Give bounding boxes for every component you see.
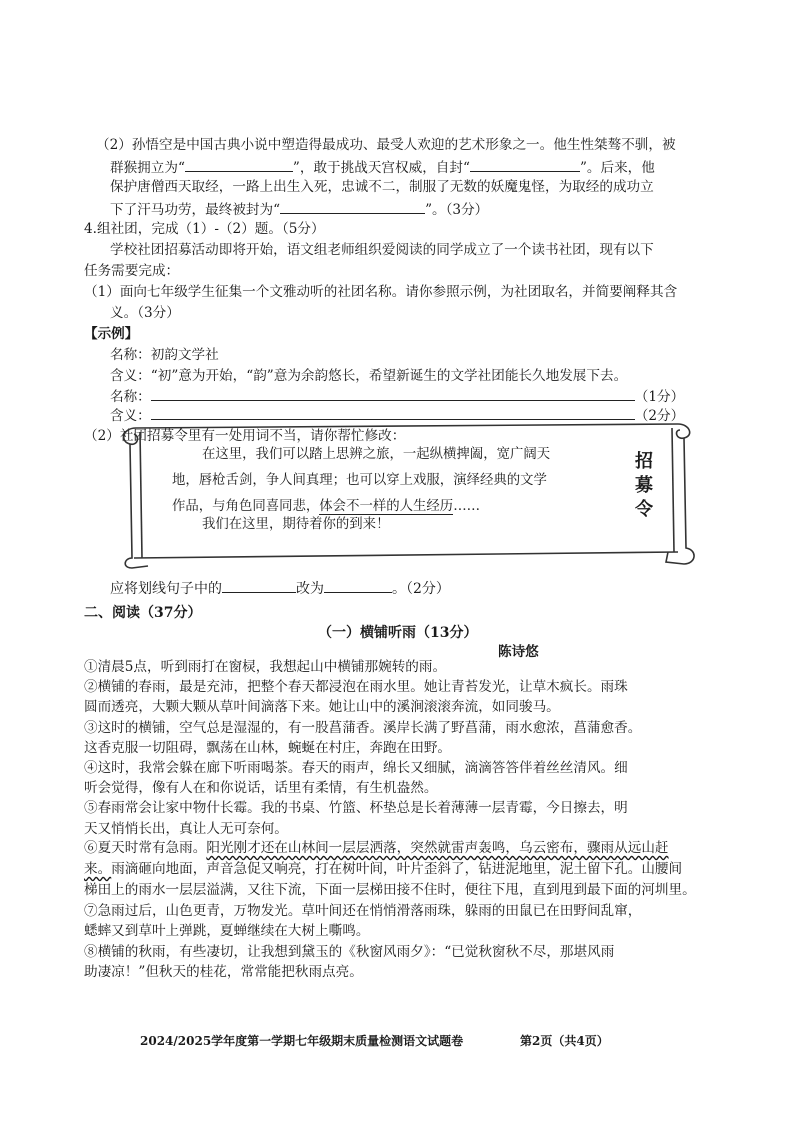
reading-line: ⑤春雨常会让家中物什长霉。我的书桌、竹篮、杯垫总是长着薄薄一层青霉，今日擦去，明: [84, 800, 628, 817]
q2-line3: 保护唐僧西天取经，一路上出生入死，忠诚不二，制服了无数的妖魔鬼怪，为取经的成功立: [110, 179, 654, 195]
example-meaning: 含义：“初”意为开始，“韵”意为余韵悠长，希望新诞生的文学社团能长久地发展下去。: [110, 368, 628, 384]
blank-2[interactable]: [470, 157, 580, 172]
q4-task1-a: （1）面向七年级学生征集一个文雅动听的社团名称。请你参照示例，为社团取名，并简要阐释其含: [84, 284, 678, 300]
reading-author: 陈诗悠: [498, 644, 539, 660]
q2-line2: 群猴拥立为“ ”，敢于挑战天宫权威，自封“ ”。后来，他: [110, 157, 655, 177]
reading-line: 蟋蟀又到草叶上弹跳，夏蝉继续在大树上嘶鸣。: [84, 923, 370, 939]
answer-name-row: 名称： （1分）: [110, 386, 684, 406]
fix-blank-1[interactable]: [222, 578, 296, 593]
scroll-line-2: 地，唇枪舌剑，争人间真理；也可以穿上戏服，演绎经典的文学: [172, 473, 547, 488]
wavy-underlined-sentence: 阳光刚才还在山林间一层层洒落，突然就雷声轰鸣，乌云密布，骤雨从远山赶: [206, 840, 669, 856]
q4-task2: （2）社团招募令里有一处用词不当，请你帮忙修改：: [84, 428, 406, 444]
reading-line: ⑦急雨过后，山色更青，万物发光。草叶间还在悄悄滑落雨珠，躲雨的田鼠已在田野间乱窜，: [84, 902, 642, 919]
section-title: 二、阅读（37分）: [84, 605, 202, 621]
scroll-line-4: 我们在这里，期待着你的到来！: [202, 517, 390, 532]
blank-1[interactable]: [185, 157, 293, 172]
reading-line: 这香克服一切阻碍，飘荡在山林，蜿蜒在村庄，奔跑在田野。: [84, 739, 452, 756]
reading-line: ③这时的横铺，空气总是湿湿的，有一股菖蒲香。溪岸长满了野菖蒲，雨水愈浓，菖蒲愈香。: [84, 719, 642, 736]
reading-line: 助凄凉！”但秋天的桂花，常常能把秋雨点亮。: [84, 964, 363, 980]
q4-title: 4.组社团，完成（1）-（2）题。（5分）: [84, 221, 325, 237]
p6-line2: 来。雨滴砸向地面，声音急促又响亮，打在树叶间，叶片歪斜了，钻进泥地里，泥土留下孔。山腰间: [84, 861, 683, 877]
q4-task1-b: 义。（3分）: [110, 305, 180, 321]
p6-line1: ⑥夏天时常有急雨。阳光刚才还在山林间一层层洒落，突然就雷声轰鸣，乌云密布，骤雨从远山赶: [84, 840, 669, 856]
fix-blank-2[interactable]: [324, 578, 392, 593]
q4-intro-2: 任务需要完成：: [84, 263, 180, 279]
reading-line: 天又悄悄长出，真让人无可奈何。: [84, 820, 288, 837]
answer-name-line[interactable]: [151, 386, 635, 401]
fix-row: 应将划线句子中的 改为 。（2分）: [110, 578, 450, 598]
example-name: 名称：初韵文学社: [110, 347, 219, 363]
reading-line: ⑧横铺的秋雨，有些凄切，让我想到黛玉的《秋窗风雨夕》：“已觉秋窗秋不尽，那堪风雨: [84, 943, 615, 960]
q4-intro-1: 学校社团招募活动即将开始，语文组老师组织爱阅读的同学成立了一个读书社团，现有以下: [110, 242, 654, 258]
footer-exam: 2024/2025学年度第一学期七年级期末质量检测语文试题卷: [140, 1034, 464, 1048]
underlined-sentence[interactable]: 体会不一样的人生经历: [319, 499, 454, 514]
reading-line: ①清晨5点，听到雨打在窗棂，我想起山中横铺那婉转的雨。: [84, 659, 447, 675]
blank-3[interactable]: [280, 199, 425, 214]
q2-line4: 下了汗马功劳，最终被封为“ ”。（3分）: [110, 199, 488, 219]
q2-line1: （2）孙悟空是中国古典小说中塑造得最成功、最受人欢迎的艺术形象之一。他生性桀骜不驯，被: [96, 137, 676, 153]
reading-title: （一）横铺听雨（13分）: [318, 625, 478, 641]
footer-page: 第2页（共4页）: [520, 1034, 609, 1048]
answer-meaning-row: 含义： （2分）: [110, 405, 684, 425]
example-label: 【示例】: [84, 326, 139, 342]
reading-line: 梯田上的雨水一层层溢满，又往下流，下面一层梯田接不住时，便往下甩，直到甩到最下面的河圳里。: [84, 882, 696, 898]
reading-line: 听会觉得，像有人在和你说话，话里有柔情，有生机盎然。: [84, 780, 438, 797]
reading-line: ②横铺的春雨，最是充沛，把整个春天都浸泡在雨水里。她让青苔发光，让草木疯长。雨珠: [84, 679, 628, 696]
scroll-line-1: 在这里，我们可以踏上思辨之旅，一起纵横捭阖，宽广阔天: [202, 447, 551, 462]
reading-line: 圆而透亮，大颗大颗从草叶间滴落下来。她让山中的溪涧滚滚奔流，如同骏马。: [84, 699, 560, 716]
scroll-line-3: 作品，与角色同喜同悲，体会不一样的人生经历……: [172, 499, 480, 514]
reading-line: ④这时，我常会躲在廊下听雨喝茶。春天的雨声，绵长又细腻，滴滴答答伴着丝丝清风。细: [84, 760, 628, 776]
scroll-title: 招 募 令: [635, 451, 653, 520]
